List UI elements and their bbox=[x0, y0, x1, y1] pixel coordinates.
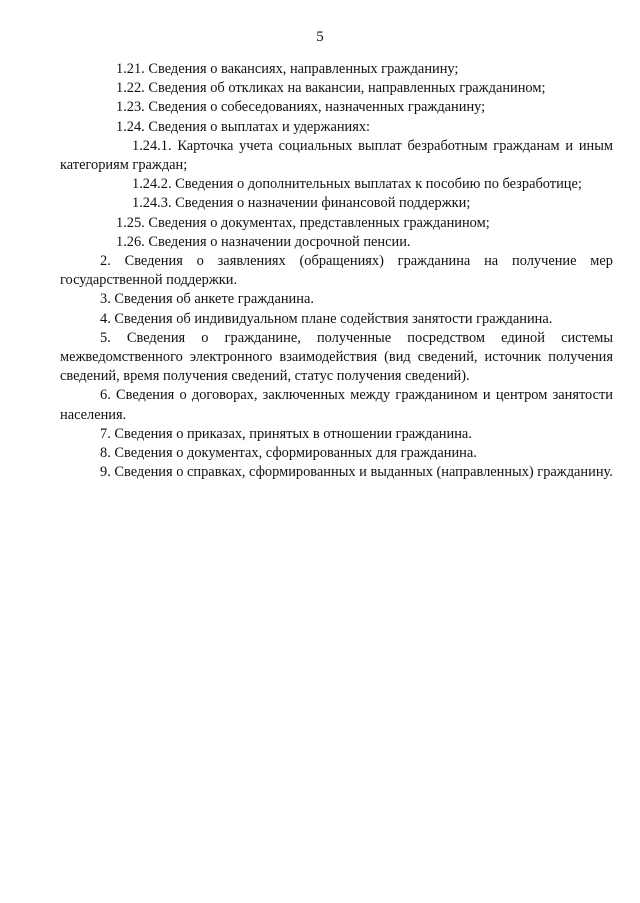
paragraph-1-25: 1.25. Сведения о документах, представленных гражданином; bbox=[116, 214, 490, 231]
paragraph-7: 7. Сведения о приказах, принятых в отношении гражданина. bbox=[100, 425, 472, 442]
document-body bbox=[60, 60, 613, 482]
paragraph-8: 8. Сведения о документах, сформированных для гражданина. bbox=[100, 445, 477, 462]
paragraph-6: 6. Сведения о договорах, заключенных между гражданином и центром занятости населения. bbox=[60, 387, 613, 423]
paragraph-4: 4. Сведения об индивидуальном плане содействия занятости гражданина. bbox=[100, 310, 553, 327]
page-number: 5 bbox=[316, 29, 324, 45]
paragraph-1-24-1: 1.24.1. Карточка учета социальных выплат безработным гражданам и иным категориям граждан; bbox=[60, 137, 613, 174]
paragraph-3: 3. Сведения об анкете гражданина. bbox=[100, 291, 314, 308]
paragraph-1-22: 1.22. Сведения об откликах на вакансии, направленных гражданином; bbox=[116, 80, 546, 97]
paragraph-1-21: 1.21. Сведения о вакансиях, направленных гражданину; bbox=[116, 61, 459, 77]
paragraph-1-23: 1.23. Сведения о собеседованиях, назначенных гражданину; bbox=[116, 99, 486, 116]
paragraph-1-26: 1.26. Сведения о назначении досрочной пенсии. bbox=[116, 233, 411, 250]
paragraph-1-24-2: 1.24.2. Сведения о дополнительных выплатах к пособию по безработице; bbox=[132, 176, 582, 193]
paragraph-9: 9. Сведения о справках, сформированных и выданных (направленных) гражданину. bbox=[100, 464, 613, 481]
paragraph-2: 2. Сведения о заявлениях (обращениях) гражданина на получение мер государственной поддержки. bbox=[60, 253, 613, 289]
paragraph-1-24-3: 1.24.3. Сведения о назначении финансовой поддержки; bbox=[132, 195, 471, 212]
paragraph-5: 5. Сведения о гражданине, полученные посредством единой системы межведомственного электронного взаимодействия (вид сведений, источник получения сведений, время получения сведений, статус получения сведений). bbox=[60, 329, 613, 385]
paragraph-1-24: 1.24. Сведения о выплатах и удержаниях: bbox=[116, 118, 371, 135]
